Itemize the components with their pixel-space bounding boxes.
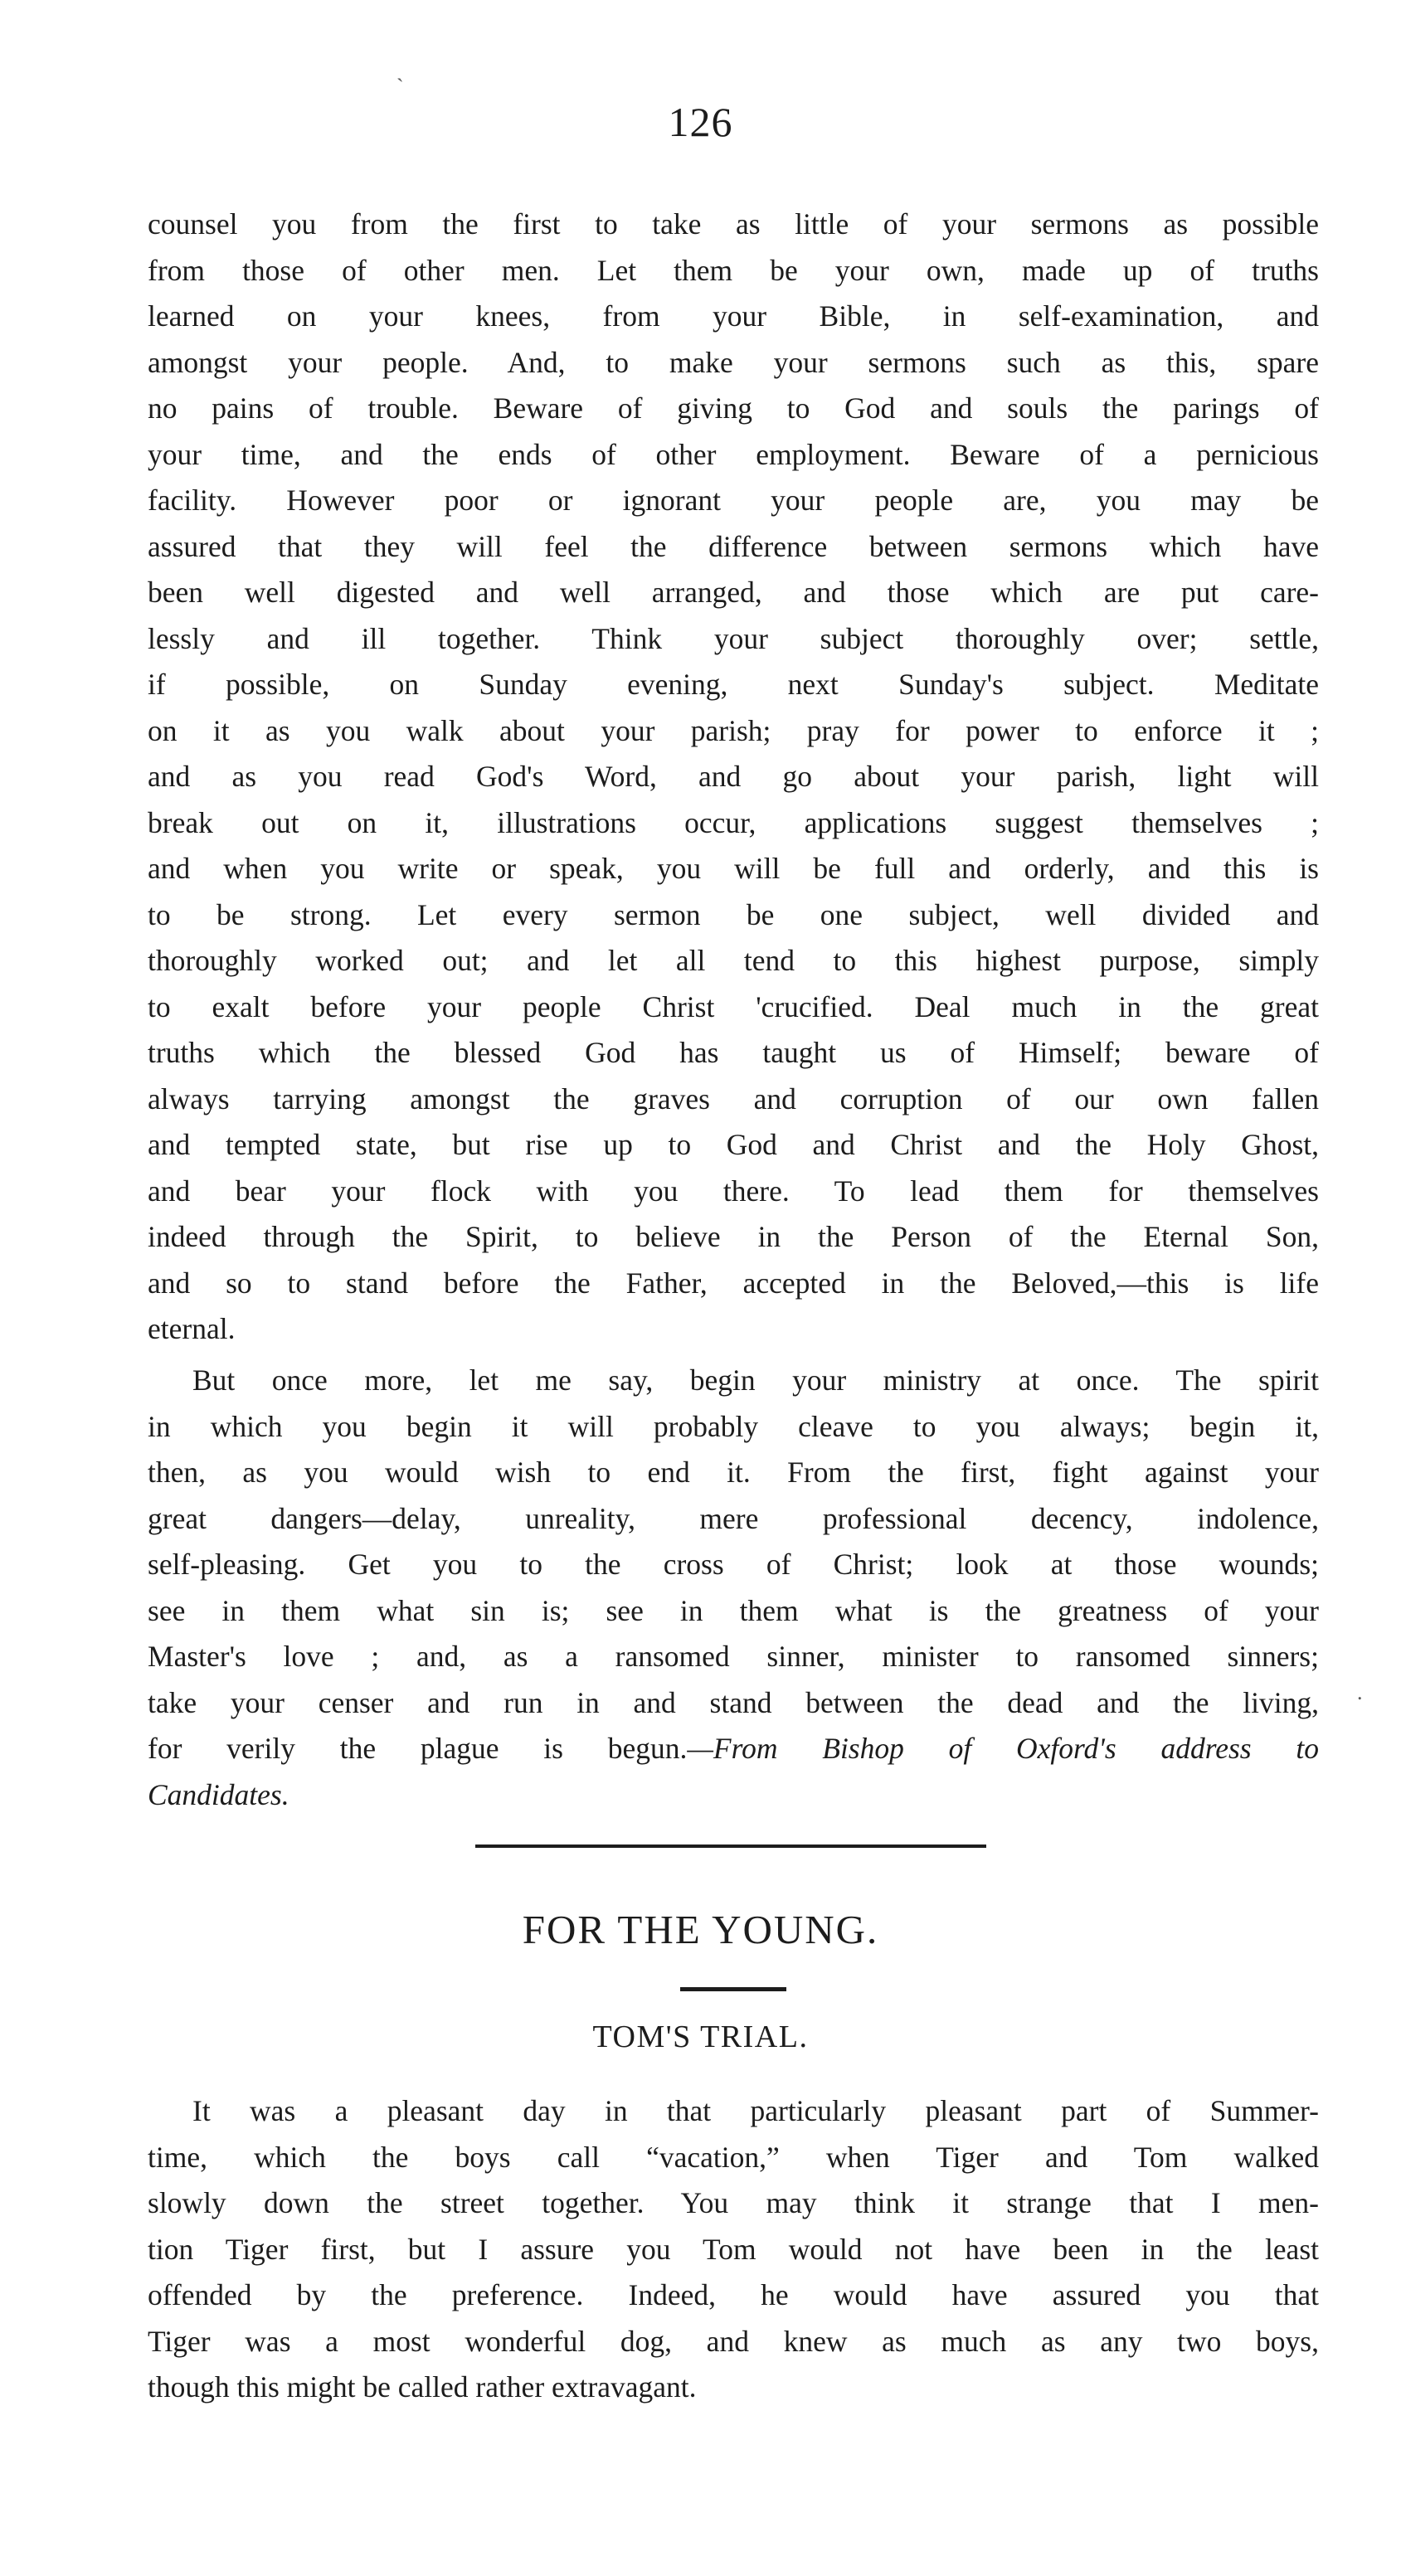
text-line: always tarrying amongst the graves and corruption of our own fallen [148, 1081, 1319, 1115]
text-line [148, 1726, 1319, 1772]
source-attribution-end: Candidates. [148, 1777, 289, 1811]
text-line: learned on your knees, from your Bible, in self-examination, and [148, 299, 1319, 333]
text-line: then, as you would wish to end it. From the first, fight against your [148, 1456, 1319, 1489]
text-line: and so to stand before the Father, accepted in the Beloved,—this is life [148, 1266, 1319, 1300]
text-line: on it as you walk about your parish; pray for power to enforce it ; [148, 713, 1319, 747]
section-heading: FOR THE YOUNG. [522, 1907, 879, 1952]
text-line: time, which the boys call “vacation,” when Tiger and Tom walked [148, 2140, 1319, 2174]
text-line: offended by the preference. Indeed, he would have assured you that [148, 2278, 1319, 2311]
text-line: to exalt before your people Christ 'crucified. Deal much in the great [148, 989, 1319, 1023]
text-line: facility. However poor or ignorant your people are, you may be [148, 484, 1319, 517]
story-title: TOM'S TRIAL. [592, 2019, 809, 2054]
text-line: truths which the blessed God has taught us of Himself; beware of [148, 1036, 1319, 1069]
text-line: see in them what sin is; see in them what is the greatness of your [148, 1593, 1319, 1627]
story-paragraph [148, 2088, 1319, 2411]
section-divider [475, 1845, 986, 1848]
text-line: Tiger was a most wonderful dog, and knew as much as any two boys, [148, 2324, 1319, 2358]
text-line: It was a pleasant day in that particularly pleasant part of Summer- [192, 2094, 1319, 2127]
text-line: to be strong. Let every sermon be one subject, well divided and [148, 897, 1319, 931]
sermon-advice-paragraph [148, 202, 1319, 1353]
source-attribution: —From Bishop of Oxford's address to [687, 1732, 1319, 1765]
text-line: from those of other men. Let them be your own, made up of truths [148, 253, 1319, 287]
text-line: counsel you from the first to take as little of your sermons as possible [148, 207, 1319, 241]
short-divider [680, 1987, 786, 1991]
text-line: take your censer and run in and stand between the dead and the living, [148, 1685, 1319, 1719]
text-line: amongst your people. And, to make your sermons such as this, spare [148, 345, 1319, 379]
text-line: tion Tiger first, but I assure you Tom would not have been in the least [148, 2232, 1319, 2266]
text-line: assured that they will feel the difference between sermons which have [148, 529, 1319, 563]
text-line: in which you begin it will probably cleave to you always; begin it, [148, 1409, 1319, 1443]
text-line: But once more, let me say, begin your ministry at once. The spirit [192, 1363, 1319, 1397]
page-number: 126 [668, 99, 733, 145]
text-line: and tempted state, but rise up to God and Christ and the Holy Ghost, [148, 1128, 1319, 1161]
text-line: great dangers—delay, unreality, mere professional decency, indolence, [148, 1501, 1319, 1535]
text-line: your time, and the ends of other employment. Beware of a pernicious [148, 437, 1319, 471]
text-line: though this might be called rather extravagant. [148, 2370, 697, 2403]
text-line: self-pleasing. Get you to the cross of Christ; look at those wounds; [148, 1548, 1319, 1581]
text-line: and bear your flock with you there. To lead them for themselves [148, 1174, 1319, 1208]
ministry-paragraph [148, 1358, 1319, 1818]
speck-mark: . [1357, 1680, 1363, 1704]
text-line: no pains of trouble. Beware of giving to God and souls the parings of [148, 391, 1319, 425]
text-line: slowly down the street together. You may think it strange that I men- [148, 2186, 1319, 2219]
text-line: Master's love ; and, as a ransomed sinner, minister to ransomed sinners; [148, 1640, 1319, 1673]
text-line: if possible, on Sunday evening, next Sunday's subject. Meditate [148, 668, 1319, 701]
text-line: eternal. [148, 1312, 236, 1345]
text-line: lessly and ill together. Think your subject thoroughly over; settle, [148, 621, 1319, 655]
text-run: for verily the plague is begun. [148, 1732, 688, 1765]
speck-mark: ` [396, 75, 404, 99]
text-line: indeed through the Spirit, to believe in the Person of the Eternal Son, [148, 1220, 1319, 1253]
text-line: thoroughly worked out; and let all tend to this highest purpose, simply [148, 944, 1319, 977]
text-line: and when you write or speak, you will be full and orderly, and this is [148, 852, 1319, 885]
text-line: been well digested and well arranged, and those which are put care- [148, 576, 1319, 609]
text-line: break out on it, illustrations occur, applications suggest themselves ; [148, 805, 1319, 839]
text-line: and as you read God's Word, and go about your parish, light will [148, 760, 1319, 793]
